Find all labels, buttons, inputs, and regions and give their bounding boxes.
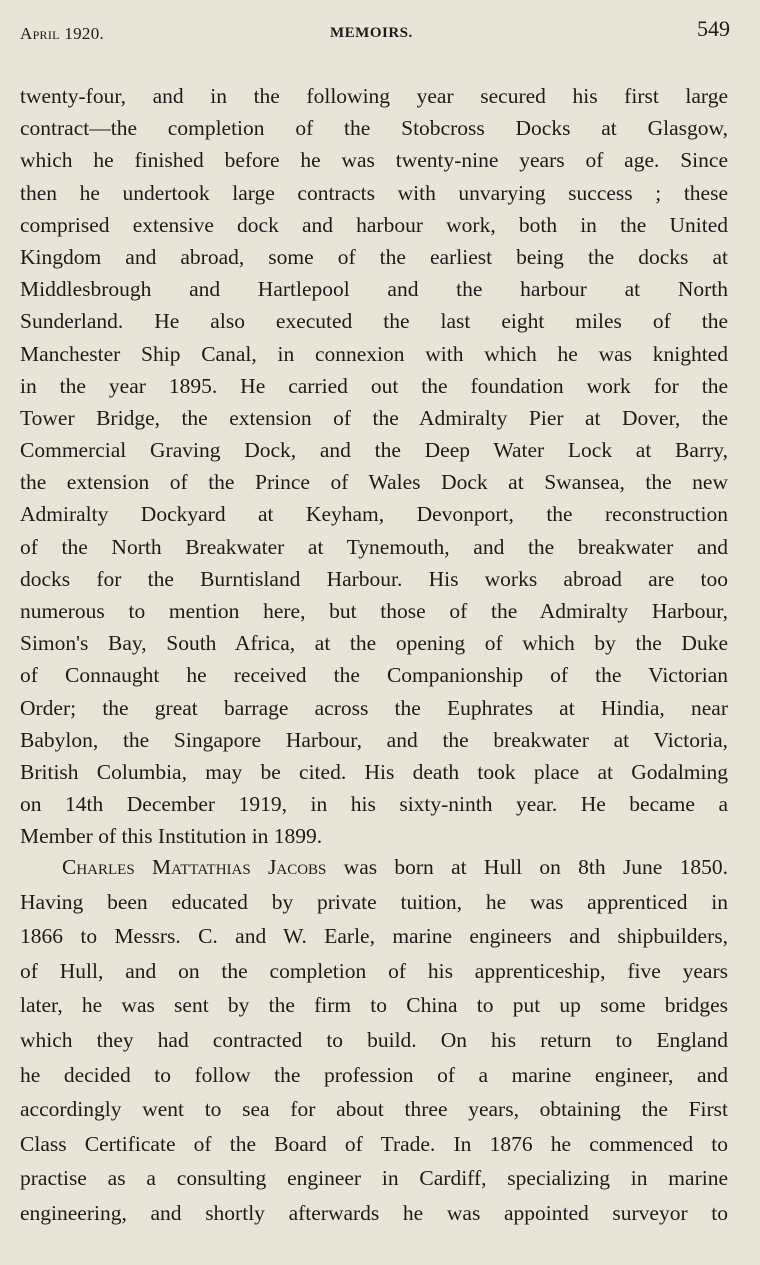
text-line: which he finished before he was twenty-nine years of age. Since	[20, 148, 728, 173]
text-line: which they had contracted to build. On his return to England	[20, 1027, 728, 1052]
text-line: Admiralty Dockyard at Keyham, Devonport, the reconstruction	[20, 502, 728, 527]
text-line: Manchester Ship Canal, in connexion with which he was knighted	[20, 341, 728, 366]
text-line: Simon's Bay, South Africa, at the opening of which by the Duke	[20, 631, 728, 656]
text-line: Member of this Institution in 1899.	[20, 824, 323, 849]
text-line: engineering, and shortly afterwards he was appointed surveyor to	[20, 1200, 728, 1225]
memoir-subject-name: Charles Mattathias Jacobs	[62, 855, 327, 879]
text-line: twenty-four, and in the following year secured his first large	[20, 84, 728, 108]
text-line: in the year 1895. He carried out the foundation work for the	[20, 373, 728, 398]
running-header	[0, 0, 760, 50]
text-line: Sunderland. He also executed the last eight miles of the	[20, 309, 728, 334]
text-line: of the North Breakwater at Tynemouth, and the breakwater and	[20, 534, 728, 559]
text-line: British Columbia, may be cited. His death took place at Godalming	[20, 759, 728, 784]
text-line: later, he was sent by the firm to China to put up some bridges	[20, 993, 728, 1018]
header-date: April 1920.	[20, 24, 105, 43]
text-line: comprised extensive dock and harbour work, both in the United	[20, 212, 728, 237]
text-line: Babylon, the Singapore Harbour, and the breakwater at Victoria,	[20, 727, 728, 752]
text-line: on 14th December 1919, in his sixty-ninth year. He became a	[20, 792, 728, 817]
text-line: contract—the completion of the Stobcross Docks at Glasgow,	[20, 116, 728, 141]
memoir-paragraph-jacobs	[20, 850, 728, 1231]
text-line: Having been educated by private tuition, he was apprenticed in	[20, 889, 728, 914]
text-line: numerous to mention here, but those of the Admiralty Harbour,	[20, 599, 728, 623]
text-line: Kingdom and abroad, some of the earliest being the docks at	[20, 244, 728, 269]
text-line: 1866 to Messrs. C. and W. Earle, marine engineers and shipbuilders,	[20, 924, 728, 949]
text-line: Order; the great barrage across the Euphrates at Hindia, near	[20, 695, 728, 720]
text-line: of Connaught he received the Companionship of the Victorian	[20, 663, 728, 688]
text-line: Tower Bridge, the extension of the Admiralty Pier at Dover, the	[20, 405, 728, 430]
text-line: the extension of the Prince of Wales Dock at Swansea, the new	[20, 470, 728, 495]
header-section-title: MEMOIRS.	[330, 25, 413, 41]
text-line: of Hull, and on the completion of his apprenticeship, five years	[20, 958, 728, 983]
memoir-paragraph-continued	[20, 80, 728, 853]
text-line: Middlesbrough and Hartlepool and the harbour at North	[20, 277, 728, 302]
page-number: 549	[697, 16, 730, 41]
text-line: accordingly went to sea for about three years, obtaining the First	[20, 1097, 728, 1122]
text-line: Class Certificate of the Board of Trade. In 1876 he commenced to	[20, 1131, 728, 1156]
text-line	[20, 850, 728, 885]
text-line: docks for the Burntisland Harbour. His works abroad are too	[20, 566, 728, 591]
text-line-rest: was born at Hull on 8th June 1850.	[326, 855, 729, 879]
text-line: Commercial Graving Dock, and the Deep Water Lock at Barry,	[20, 438, 728, 463]
text-line: he decided to follow the profession of a marine engineer, and	[20, 1062, 728, 1087]
text-line: practise as a consulting engineer in Cardiff, specializing in marine	[20, 1166, 728, 1191]
text-line: then he undertook large contracts with unvarying success ; these	[20, 180, 728, 205]
